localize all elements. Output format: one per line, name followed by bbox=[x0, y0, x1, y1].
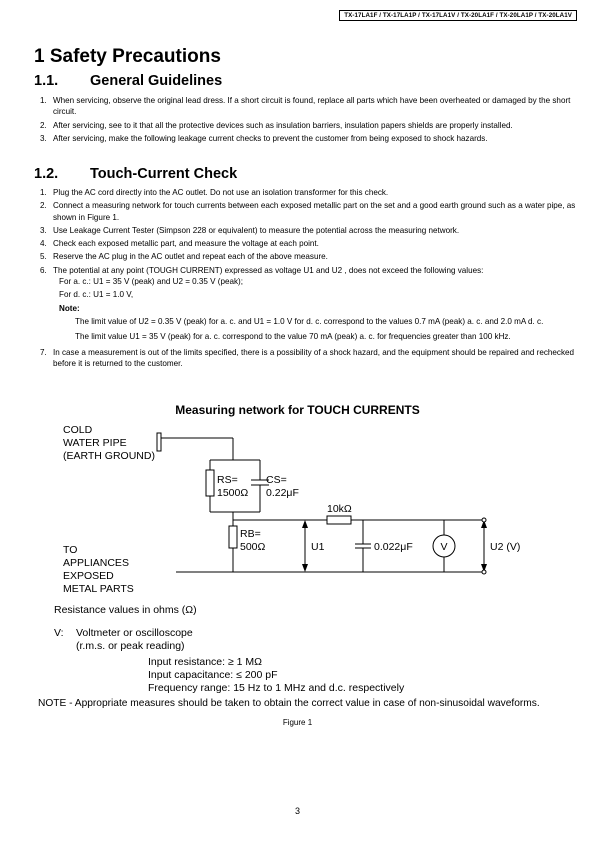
ac-limit-line: For a. c.: U1 = 35 V (peak) and U2 = 0.35 V (peak); bbox=[59, 277, 244, 287]
dc-limit-line: For d. c.: U1 = 1.0 V, bbox=[59, 290, 134, 300]
to-label: TO bbox=[63, 544, 78, 556]
input-resistance: Input resistance: ≥ 1 MΩ bbox=[148, 656, 262, 668]
model-header: TX-17LA1F / TX-17LA1P / TX-17LA1V / TX-20LA1F / TX-20LA1P / TX-20LA1V bbox=[339, 10, 577, 21]
u2-label: U2 (V) bbox=[490, 541, 521, 553]
section-1-title: General Guidelines bbox=[90, 73, 223, 89]
water-pipe-icon bbox=[157, 433, 161, 451]
to-label: EXPOSED bbox=[63, 570, 114, 582]
input-capacitance: Input capacitance: ≤ 200 pF bbox=[148, 669, 278, 681]
cs-label: CS= bbox=[266, 474, 287, 486]
note-text: The limit value U1 = 35 V (peak) for a. c. correspond to the value 70 mA (peak) a. c. for frequencies greater than 100 kHz. bbox=[75, 332, 511, 342]
list-item: 1. Plug the AC cord directly into the AC outlet. Do not use an isolation transformer for this check. bbox=[40, 188, 389, 197]
section-2-number: 1.2. bbox=[34, 166, 59, 182]
resistance-note: Resistance values in ohms (Ω) bbox=[54, 604, 197, 616]
to-label: METAL PARTS bbox=[63, 583, 134, 595]
voltmeter-desc: Voltmeter or oscilloscope bbox=[76, 627, 193, 639]
resistor-10k-label: 10kΩ bbox=[327, 503, 352, 515]
resistor-10k bbox=[327, 516, 351, 524]
figure-caption: Figure 1 bbox=[282, 718, 313, 727]
rs-value: 1500Ω bbox=[217, 487, 249, 499]
voltmeter-label: V bbox=[440, 541, 448, 553]
cold-label: (EARTH GROUND) bbox=[63, 450, 155, 462]
rb-label: RB= bbox=[240, 528, 261, 540]
to-label: APPLIANCES bbox=[63, 557, 129, 569]
cs-value: 0.22μF bbox=[266, 487, 299, 499]
rs-resistor bbox=[206, 470, 214, 496]
section-1-number: 1.1. bbox=[34, 73, 59, 89]
frequency-range: Frequency range: 15 Hz to 1 MHz and d.c. respectively bbox=[148, 682, 405, 694]
list-item: 3. After servicing, make the following leakage current checks to prevent the customer from being exposed to shock hazards. bbox=[40, 133, 488, 143]
note-text: The limit value of U2 = 0.35 V (peak) for a. c. and U1 = 1.0 V for d. c. correspond to the values 0.7 mA (peak) a. c. and 2.0 mA d. c. bbox=[75, 316, 544, 326]
page-title: 1 Safety Precautions bbox=[34, 46, 221, 67]
cold-label: COLD bbox=[63, 424, 93, 436]
voltmeter-desc-2: (r.m.s. or peak reading) bbox=[76, 640, 185, 652]
voltmeter-label-v: V: bbox=[54, 627, 64, 639]
figure-title: Measuring network for TOUCH CURRENTS bbox=[175, 403, 420, 417]
list-item: 2. After servicing, see to it that all the protective devices such as insulation barriers, insulation papers shields are properly installed. bbox=[40, 120, 513, 130]
list-item: 7. In case a measurement is out of the limits specified, there is a possibility of a shock hazard, and the equipment should be repaired and rechecked before it is returned to the customer. bbox=[40, 347, 574, 368]
cap-label: 0.022μF bbox=[374, 541, 413, 553]
list-item: 2. Connect a measuring network for touch currents between each exposed metallic part on the set and a good earth ground such as a water pipe, as shown in Figure 1. bbox=[40, 201, 576, 222]
list-item: 6. The potential at any point (TOUGH CURRENT) expressed as voltage U1 and U2 , does not exceed the following values: For a. c.: U1 = 35 V (peak) and U2 = 0.35 V (peak); For d. c.: U1 = 1.0 V, Note: The limit value of U2 = 0.35 V (peak) for a. c. and U1 = 1.0 V for d. c. correspond to the values 0.7 mA (peak) a. c. and 2.0 mA d. c. The limit value U1 = 35 V (peak) for a. c. correspond to the value 70 mA (peak) a. c. for frequencies greater than 100 kHz. bbox=[34, 265, 580, 343]
rs-label: RS= bbox=[217, 474, 238, 486]
waveform-note: NOTE - Appropriate measures should be taken to obtain the correct value in case of non-sinusoidal waveforms. bbox=[38, 698, 540, 709]
list-item: 4. Check each exposed metallic part, and measure the voltage at each point. bbox=[40, 239, 319, 249]
section-2-title: Touch-Current Check bbox=[90, 166, 238, 182]
u1-label: U1 bbox=[311, 541, 325, 553]
page-number: 3 bbox=[294, 806, 300, 816]
note-label: Note: bbox=[59, 303, 80, 313]
rb-resistor bbox=[229, 526, 237, 548]
list-item: 1. When servicing, observe the original lead dress. If a short circuit is found, replace all parts which have been overheated or damaged by the short circuit. bbox=[40, 96, 571, 117]
rb-value: 500Ω bbox=[240, 541, 266, 553]
cold-label: WATER PIPE bbox=[63, 437, 127, 449]
list-item: 3. Use Leakage Current Tester (Simpson 228 or equivalent) to measure the potential across the measuring network. bbox=[40, 225, 460, 235]
list-item: 5. Reserve the AC plug in the AC outlet and repeat each of the above measure. bbox=[40, 252, 328, 262]
